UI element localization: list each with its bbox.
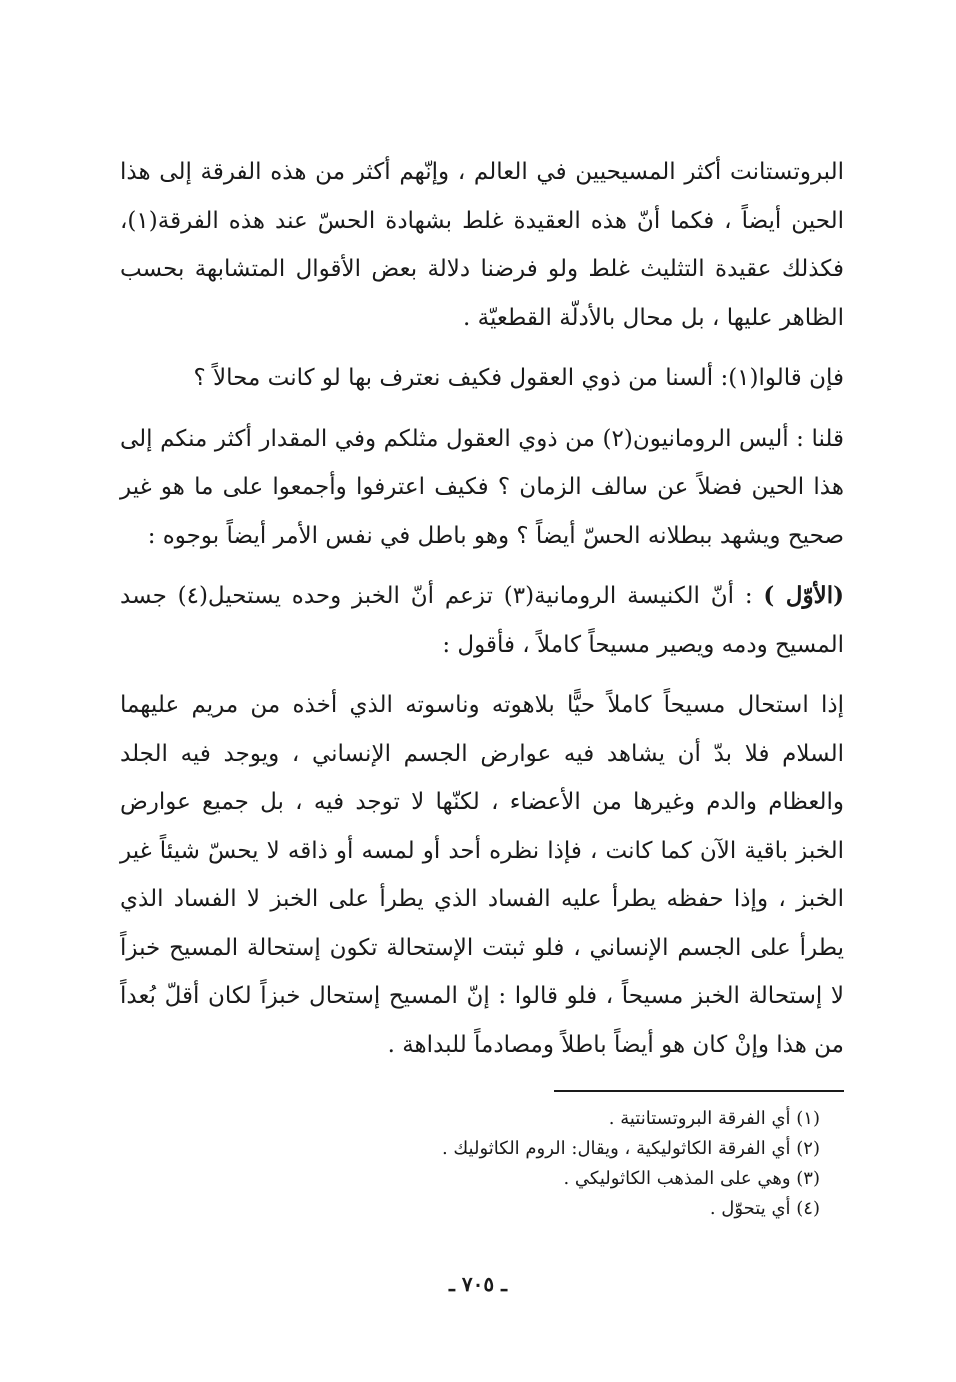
page-number: ـ ٧٠٥ ـ	[449, 1272, 507, 1296]
paragraph-4-text: : أنّ الكنيسة الرومانية(٣) تزعم أنّ الخبز وحده يستحيل(٤) جسد المسيح ودمه ويصير مسيحاً كاملاً ، فأقول :	[120, 583, 844, 658]
paragraph-1	[120, 148, 844, 342]
footnote-2: (٢) أي الفرقة الكاثوليكية ، ويقال: الروم الكاثوليك .	[441, 1138, 820, 1159]
paragraph-3	[120, 415, 844, 561]
footnote-3: (٣) وهي على المذهب الكاثوليكي .	[563, 1168, 820, 1189]
paragraph-2	[120, 354, 844, 403]
footnote-1: (١) أي الفرقة البروتستانتية .	[608, 1108, 820, 1129]
paragraph-1-text: البروتستانت أكثر المسيحيين في العالم ، وإنّهم أكثر من هذه الفرقة إلى هذا الحين أيضاً ، فكما أنّ هذه العقيدة غلط بشهادة الحسّ عند هذه الفرقة(١)، فكذلك عقيدة التثليث غلط ولو فرضنا دلالة بعض الأقوال المتشابهة بحسب الظاهر عليها ، بل محال بالأدلّة القطعيّة .	[120, 159, 844, 331]
footnote-4: (٤) أي يتحوّل .	[709, 1198, 820, 1219]
paragraph-3-text: قلنا : أليس الرومانيون(٢) من ذوي العقول مثلكم وفي المقدار أكثر منكم إلى هذا الحين فضلاً عن سالف الزمان ؟ فكيف اعترفوا وأجمعوا على ما هو غير صحيح ويشهد ببطلانه الحسّ أيضاً ؟ وهو باطل في نفس الأمر أيضاً بوجوه :	[120, 425, 844, 549]
main-text	[120, 148, 844, 1081]
paragraph-5	[120, 681, 844, 1069]
paragraph-5-text: إذا استحال مسيحاً كاملاً حيًّا بلاهوته وناسوته الذي أخذه من مريم عليهما السلام فلا بدّ أن يشاهد فيه عوارض الجسم الإنساني ، ويوجد فيه الجلد والعظام والدم وغيرها من الأعضاء ، لكنّها لا توجد فيه ، بل جميع عوارض الخبز باقية الآن كما كانت ، فإذا نظره أحد أو لمسه أو ذاقه لا يحسّ شيئاً غير الخبز ، وإذا حفظه يطرأ عليه الفساد الذي يطرأ على الخبز لا الفساد الذي يطرأ على الجسم الإنساني ، فلو ثبتت الإستحالة تكون إستحالة المسيح خبزاً لا إستحالة الخبز مسيحاً ، فلو قالوا : إنّ المسيح إستحال خبزاً لكان أقلّ بُعداً من هذا وإنْ كان هو أيضاً باطلاً ومصادماً للبداهة .	[120, 692, 844, 1058]
footnotes	[120, 1104, 820, 1224]
paragraph-4-heading: (الأوّل )	[763, 582, 844, 609]
paragraph-4	[120, 572, 844, 669]
paragraph-2-text: فإن قالوا(١): ألسنا من ذوي العقول فكيف نعترف بها لو كانت محالاً ؟	[193, 365, 844, 391]
footnote-divider	[554, 1090, 844, 1092]
